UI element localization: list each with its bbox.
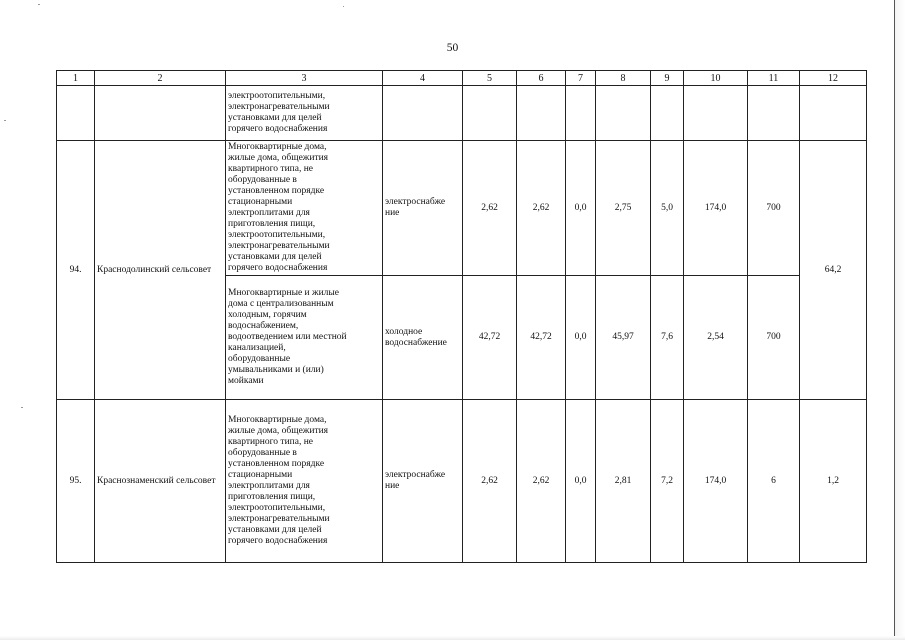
column-header: 8 bbox=[596, 71, 651, 86]
value-col10: 2,54 bbox=[684, 276, 748, 400]
empty-cell bbox=[383, 86, 463, 141]
value-col8: 45,97 bbox=[596, 276, 651, 400]
settlement-name: Краснознаменский сельсовет bbox=[95, 400, 226, 563]
column-header: 2 bbox=[95, 71, 226, 86]
service-type: холодное водоснабжение bbox=[383, 276, 463, 400]
description-line: оборудованные в bbox=[228, 175, 297, 185]
column-header: 7 bbox=[566, 71, 596, 86]
column-header: 11 bbox=[748, 71, 800, 86]
value-col9: 7,6 bbox=[651, 276, 684, 400]
empty-cell bbox=[596, 86, 651, 141]
value-col6: 2,62 bbox=[517, 141, 566, 276]
column-header: 5 bbox=[463, 71, 517, 86]
description-line: электроплитами для bbox=[228, 481, 310, 491]
description-line: квартирного типа, не bbox=[228, 164, 314, 174]
service-type: электроснабже ние bbox=[383, 400, 463, 563]
scan-speck bbox=[38, 4, 40, 5]
description-cell bbox=[226, 141, 383, 276]
empty-cell bbox=[651, 86, 684, 141]
description-line: водоснабжением, bbox=[228, 321, 299, 331]
value-col7: 0,0 bbox=[566, 400, 596, 563]
empty-cell bbox=[748, 86, 800, 141]
scan-page-edge bbox=[894, 0, 905, 640]
service-type: электроснабже ние bbox=[383, 141, 463, 276]
value-col11: 6 bbox=[748, 400, 800, 563]
description-line: приготовления пищи, bbox=[228, 219, 316, 229]
column-header: 3 bbox=[226, 71, 383, 86]
description-line: электронагревательными bbox=[228, 241, 330, 251]
description-line: стационарными bbox=[228, 470, 293, 480]
description-line: дома с централизованным bbox=[228, 299, 334, 309]
value-col6: 42,72 bbox=[517, 276, 566, 400]
value-col7: 0,0 bbox=[566, 276, 596, 400]
value-col12: 1,2 bbox=[800, 400, 867, 563]
value-col7: 0,0 bbox=[566, 141, 596, 276]
value-col5: 2,62 bbox=[463, 141, 517, 276]
description-line: канализацией, bbox=[228, 343, 286, 353]
table-row bbox=[57, 86, 867, 141]
description-line: установленном порядке bbox=[228, 459, 325, 469]
description-line: электроотопительными, bbox=[228, 503, 326, 513]
description-line: квартирного типа, не bbox=[228, 437, 314, 447]
value-col10: 174,0 bbox=[684, 141, 748, 276]
scan-speck bbox=[21, 407, 23, 408]
column-header: 1 bbox=[57, 71, 95, 86]
empty-cell bbox=[800, 86, 867, 141]
description-line: Многоквартирные дома, bbox=[228, 142, 327, 152]
scan-page-edge-bottom bbox=[0, 636, 905, 640]
value-col6: 2,62 bbox=[517, 400, 566, 563]
empty-cell bbox=[566, 86, 596, 141]
column-header: 9 bbox=[651, 71, 684, 86]
value-col9: 7,2 bbox=[651, 400, 684, 563]
entry-index: 95. bbox=[57, 400, 95, 563]
value-col11: 700 bbox=[748, 141, 800, 276]
table-row bbox=[57, 400, 867, 563]
description-line: оборудованные bbox=[228, 354, 291, 364]
description-line: Многоквартирные и жилые bbox=[228, 288, 339, 298]
description-line: электроотопительными, bbox=[228, 91, 326, 101]
tariff-table bbox=[56, 70, 867, 563]
column-header: 6 bbox=[517, 71, 566, 86]
value-col11: 700 bbox=[748, 276, 800, 400]
description-line: установленном порядке bbox=[228, 186, 325, 196]
column-header: 10 bbox=[684, 71, 748, 86]
description-line: электроплитами для bbox=[228, 208, 310, 218]
scan-speck bbox=[4, 120, 6, 121]
description-cell bbox=[226, 400, 383, 563]
entry-index: 94. bbox=[57, 141, 95, 400]
description-line: водоотведением или местной bbox=[228, 332, 347, 342]
description-line: умывальниками и (или) bbox=[228, 365, 324, 375]
description-line: установками для целей bbox=[228, 525, 322, 535]
description-line: установками для целей bbox=[228, 113, 322, 123]
empty-cell bbox=[463, 86, 517, 141]
description-line: электронагревательными bbox=[228, 514, 330, 524]
value-col9: 5,0 bbox=[651, 141, 684, 276]
table-header-row bbox=[57, 71, 867, 86]
description-line: горячего водоснабжения bbox=[228, 536, 328, 546]
description-line: мойками bbox=[228, 376, 264, 386]
value-col8: 2,75 bbox=[596, 141, 651, 276]
description-line: оборудованные в bbox=[228, 448, 297, 458]
description-line: Многоквартирные дома, bbox=[228, 415, 327, 425]
empty-cell bbox=[95, 86, 226, 141]
description-line: холодным, горячим bbox=[228, 310, 307, 320]
value-col10: 174,0 bbox=[684, 400, 748, 563]
value-col5: 42,72 bbox=[463, 276, 517, 400]
description-cell bbox=[226, 86, 383, 141]
value-col12: 64,2 bbox=[800, 141, 867, 400]
description-line: горячего водоснабжения bbox=[228, 124, 328, 134]
description-line: установками для целей bbox=[228, 252, 322, 262]
description-line: приготовления пищи, bbox=[228, 492, 316, 502]
empty-cell bbox=[684, 86, 748, 141]
column-header: 12 bbox=[800, 71, 867, 86]
column-header: 4 bbox=[383, 71, 463, 86]
page-number: 50 bbox=[446, 42, 459, 54]
empty-cell bbox=[517, 86, 566, 141]
value-col8: 2,81 bbox=[596, 400, 651, 563]
empty-cell bbox=[57, 86, 95, 141]
scan-speck bbox=[343, 6, 344, 7]
description-line: электроотопительными, bbox=[228, 230, 326, 240]
value-col5: 2,62 bbox=[463, 400, 517, 563]
description-line: жилые дома, общежития bbox=[228, 153, 329, 163]
description-line: стационарными bbox=[228, 197, 293, 207]
description-line: электронагревательными bbox=[228, 102, 330, 112]
description-line: горячего водоснабжения bbox=[228, 263, 328, 273]
description-line: жилые дома, общежития bbox=[228, 426, 329, 436]
table-row bbox=[57, 141, 867, 276]
description-cell bbox=[226, 276, 383, 400]
settlement-name: Краснодолинский сельсовет bbox=[95, 141, 226, 400]
